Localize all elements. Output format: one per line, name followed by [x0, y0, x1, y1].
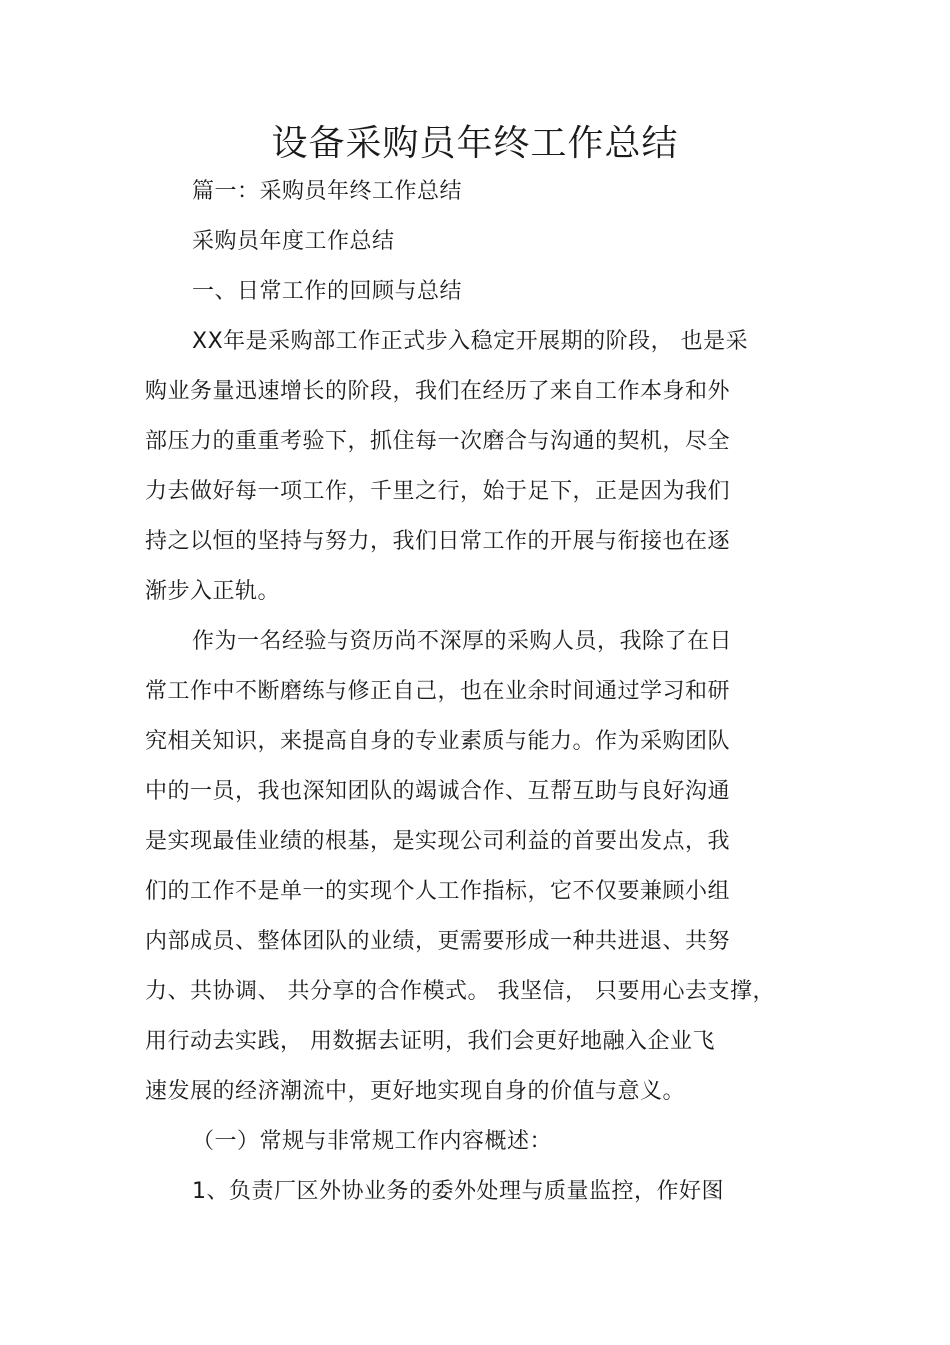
section-heading: 篇一：采购员年终工作总结 [192, 179, 463, 204]
paragraph-line: 持之以恒的坚持与努力，我们日常工作的开展与衔接也在逐 [145, 529, 731, 554]
paragraph-line: 究相关知识，来提高自身的专业素质与能力。作为采购团队 [145, 729, 731, 754]
paragraph-line: 部压力的重重考验下，抓住每一次磨合与沟通的契机，尽全 [145, 429, 731, 454]
paragraph-line: 力、共协调、 共分享的合作模式。 我坚信， 只要用心去支撑， [145, 979, 775, 1004]
paragraph-line: 是实现最佳业绩的根基，是实现公司利益的首要出发点，我 [145, 829, 731, 854]
subsection-heading: （一）常规与非常规工作内容概述： [192, 1129, 553, 1154]
paragraph-line: 常工作中不断磨练与修正自己，也在业余时间通过学习和研 [145, 679, 731, 704]
paragraph-line: XX年是采购部工作正式步入稳定开展期的阶段， 也是采 [192, 329, 749, 354]
paragraph-line: 中的一员，我也深知团队的竭诚合作、互帮互助与良好沟通 [145, 779, 731, 804]
paragraph-line: 用行动去实践， 用数据去证明，我们会更好地融入企业飞 [145, 1029, 715, 1054]
paragraph-line: 力去做好每一项工作，千里之行，始于足下，正是因为我们 [145, 479, 731, 504]
paragraph-line: 购业务量迅速增长的阶段，我们在经历了来自工作本身和外 [145, 379, 731, 404]
paragraph-line: 速发展的经济潮流中，更好地实现自身的价值与意义。 [145, 1079, 686, 1104]
paragraph-line: 渐步入正轨。 [145, 579, 281, 604]
list-item: 1、负责厂区外协业务的委外处理与质量监控，作好图 [192, 1179, 724, 1204]
paragraph-line: 作为一名经验与资历尚不深厚的采购人员，我除了在日 [192, 629, 733, 654]
document-title: 设备采购员年终工作总结 [271, 123, 679, 164]
subheading: 采购员年度工作总结 [192, 229, 395, 254]
paragraph-line: 们的工作不是单一的实现个人工作指标，它不仅要兼顾小组 [145, 879, 731, 904]
paragraph-line: 内部成员、整体团队的业绩，更需要形成一种共进退、共努 [145, 929, 731, 954]
section-heading: 一、日常工作的回顾与总结 [192, 279, 463, 304]
